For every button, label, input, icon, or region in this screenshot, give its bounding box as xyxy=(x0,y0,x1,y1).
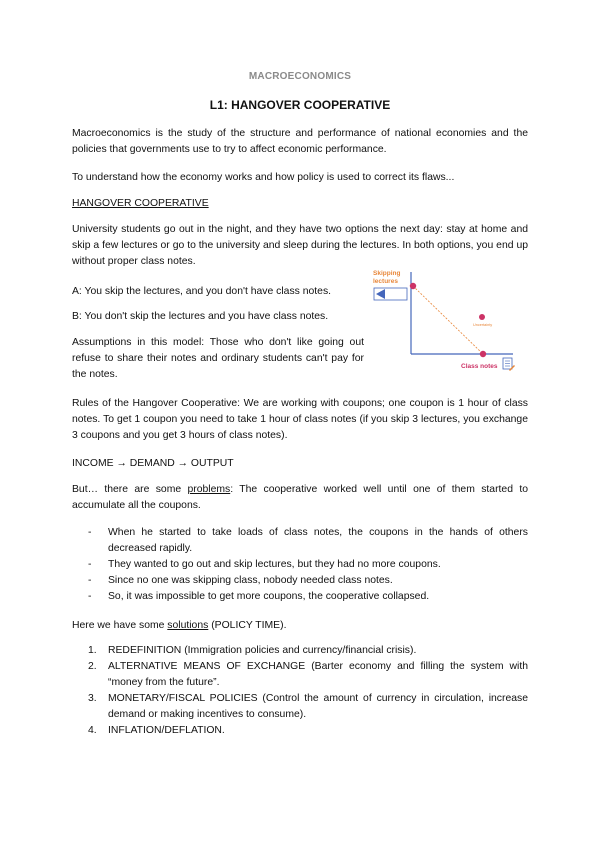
understand-paragraph: To understand how the economy works and how policy is used to correct its flaws... xyxy=(72,172,455,183)
rules-paragraph: Rules of the Hangover Cooperative: We are working with coupons; one coupon is 1 hour of class notes. To get 1 coupon you need to take 1 hour of class notes (if you skip 3 lectures, you exchange 3 coupons and you get 3 hours of class notes). xyxy=(72,398,528,441)
y-axis-label-line2: lectures xyxy=(373,278,398,285)
point-b-marker xyxy=(480,351,486,357)
option-b: B: You don't skip the lectures and you have class notes. xyxy=(72,311,329,322)
notes-icon xyxy=(503,358,515,371)
problems-list xyxy=(72,525,528,605)
problems-post: : The cooperative worked well until one of them started to accumulate all the coupons. xyxy=(72,484,528,511)
tradeoff-line xyxy=(413,286,483,354)
point-a-marker xyxy=(410,283,416,289)
document-header: MACROECONOMICS xyxy=(248,71,352,82)
uncertainty-label: Uncertainty xyxy=(473,323,493,327)
assumptions-paragraph: Assumptions in this model: Those who don't like going out refuse to share their notes and ordinary students can't pay for the notes. xyxy=(72,337,364,380)
option-a: A: You skip the lectures, and you don't have class notes. xyxy=(72,286,332,297)
solutions-list xyxy=(72,643,528,739)
problems-pre: But… there are some xyxy=(72,484,188,495)
list-item: - Since no one was skipping class, nobody needed class notes. xyxy=(88,575,393,586)
diagram-svg xyxy=(373,266,523,376)
problems-paragraph xyxy=(72,482,528,514)
problems-word: problems xyxy=(187,484,231,495)
list-item: - They wanted to go out and skip lectures, but they had no more coupons. xyxy=(88,559,441,570)
section-heading: HANGOVER COOPERATIVE xyxy=(72,198,209,209)
x-axis-label: Class notes xyxy=(461,363,498,370)
list-item: - So, it was impossible to get more coupons, the cooperative collapsed. xyxy=(88,591,430,602)
page-title: L1: HANGOVER COOPERATIVE xyxy=(209,98,391,112)
story-paragraph: University students go out in the night, and they have two options the next day: stay at home and skip a few lectures or go to the university and sleep during the lectures. In both options, you end up without proper class notes. xyxy=(72,224,528,267)
list-item: - When he started to take loads of class notes, the coupons in the hands of others decreased rapidly. xyxy=(88,527,528,554)
list-item: 1. REDEFINITION (Immigration policies and currency/financial crisis). xyxy=(88,645,417,656)
list-item: 2. ALTERNATIVE MEANS OF EXCHANGE (Barter economy and filling the system with “money from the future”. xyxy=(88,661,528,688)
uncertainty-marker xyxy=(479,314,485,320)
solutions-word: solutions xyxy=(167,620,209,631)
list-item: 4. INFLATION/DEFLATION. xyxy=(88,725,225,736)
solutions-post: (POLICY TIME). xyxy=(208,620,287,631)
skipping-vs-notes-diagram xyxy=(373,266,523,376)
flow-line: INCOME → DEMAND → OUTPUT xyxy=(72,458,234,469)
list-item: 3. MONETARY/FISCAL POLICIES (Control the amount of currency in circulation, increase demand or making incentives to consume). xyxy=(88,693,528,720)
solutions-paragraph xyxy=(72,618,528,634)
y-axis-label-line1: Skipping xyxy=(373,270,401,277)
solutions-pre: Here we have some xyxy=(72,620,168,631)
intro-paragraph: Macroeconomics is the study of the structure and performance of national economies and the policies that governments use to try to affect economic performance. xyxy=(72,128,528,155)
